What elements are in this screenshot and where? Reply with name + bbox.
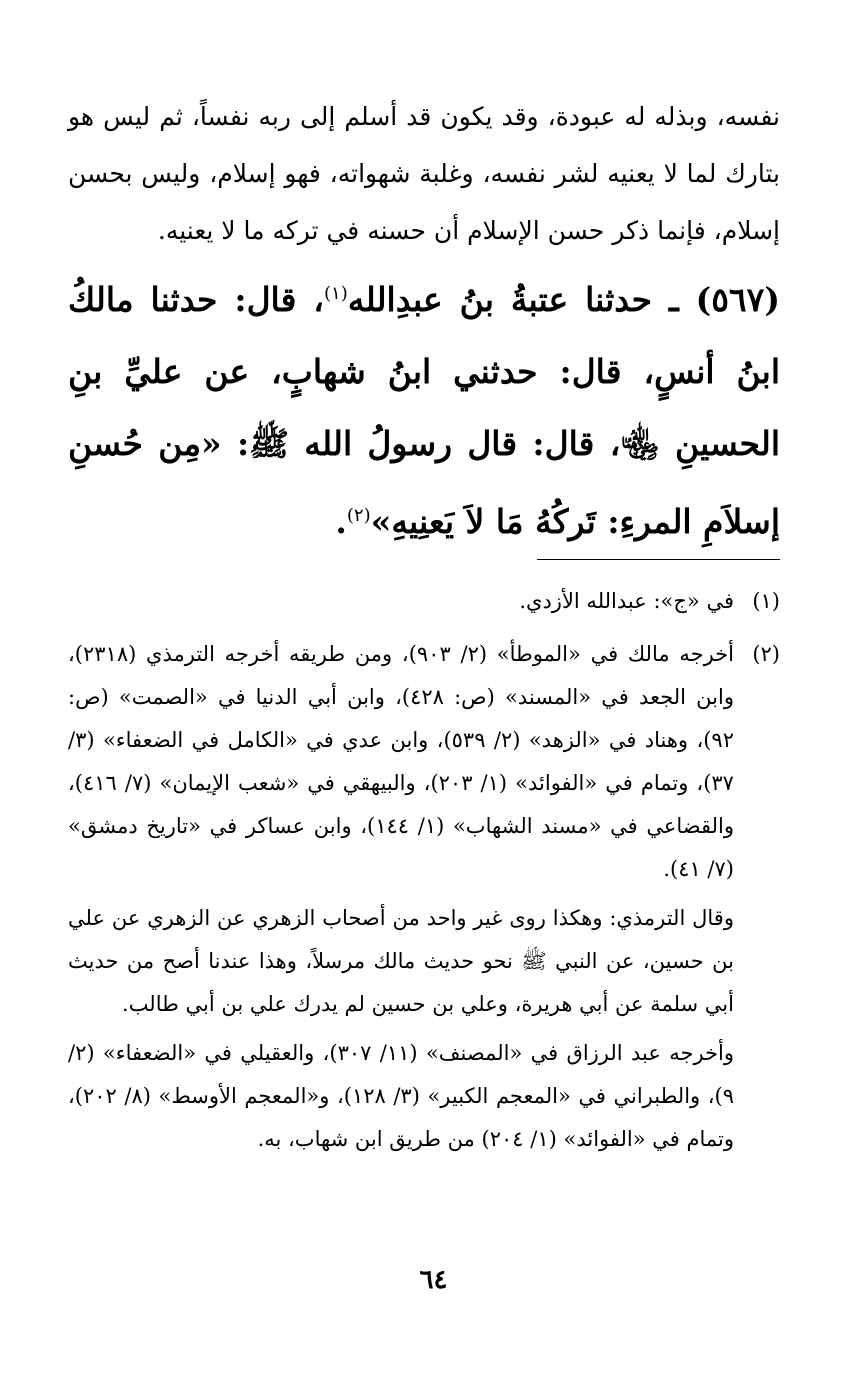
footnote-text: وقال الترمذي: وهكذا روى غير واحد من أصحاب الزهري عن الزهري عن علي بن حسين، عن النبي ﷺ نحو حديث مالك مرسلاً، وهذا عندنا أصح من حديث أبي سلمة عن أبي هريرة، وعلي بن حسين لم يدرك علي بن أبي طالب. — [68, 906, 734, 1016]
hadith-opening: حدثنا عتبةُ بنُ عبدِالله — [347, 280, 653, 319]
footnote-body — [68, 633, 734, 1161]
hadith-text: ، قال: حدثنا مالكُ ابنُ أنسٍ، قال: حدثني ابنُ شهابٍ، عن عليِّ بنِ الحسينِ ﵄، قال: قال رسولُ الله ﷺ: «مِن حُسنِ إسلاَمِ المرءِ: تَركُهُ مَا لاَ يَعنِيهِ» — [68, 280, 780, 541]
footnote-separator — [537, 559, 780, 560]
hadith-number: (٥٦٧) — [695, 280, 780, 319]
footnote-1 — [68, 580, 780, 623]
page-number: ٦٤ — [419, 1265, 448, 1295]
footnote-number: (١) — [752, 589, 780, 613]
intro-text: نفسه، وبذله له عبودة، وقد يكون قد أسلم إلى ربه نفساً، ثم ليس هو بتارك لما لا يعنيه لشر نفسه، وغلبة شهواته، فهو إسلام، وليس بحسن إسلام، فإنما ذكر حسن الإسلام أن حسنه في تركه ما لا يعنيه. — [68, 102, 780, 245]
footnote-text: أخرجه مالك في «الموطأ» (٢/ ٩٠٣)، ومن طريقه أخرجه الترمذي (٢٣١٨)، وابن الجعد في «المسند» (ص: ٤٢٨)، وابن أبي الدنيا في «الصمت» (ص: ٩٢)، وهناد في «الزهد» (٢/ ٥٣٩)، وابن عدي في «الكامل في الضعفاء» (٣/ ٣٧)، وتمام في «الفوائد» (١/ ٢٠٣)، والبيهقي في «شعب الإيمان» (٧/ ٤١٦)، والقضاعي في «مسند الشهاب» (١/ ١٤٤)، وابن عساكر في «تاريخ دمشق» (٧/ ٤١). — [68, 642, 734, 881]
footnote-text: وأخرجه عبد الرزاق في «المصنف» (١١/ ٣٠٧)، والعقيلي في «الضعفاء» (٢/ ٩)، والطبراني في «المعجم الكبير» (٣/ ١٢٨)، و«المعجم الأوسط» (٨/ ٢٠٢)، وتمام في «الفوائد» (١/ ٢٠٤) من طريق ابن شهاب، به. — [68, 1041, 735, 1151]
footnote-ref-1: (١) — [323, 283, 348, 304]
hadith-dash: ـ — [652, 280, 696, 319]
footnote-number: (٢) — [752, 642, 780, 666]
hadith-block — [68, 258, 780, 558]
footnote-2 — [68, 633, 780, 1161]
footnote-body — [68, 580, 734, 623]
footnote-text: في «ج»: عبدالله الأزدي. — [519, 589, 734, 613]
footnotes — [68, 580, 780, 1161]
intro-paragraph — [68, 88, 780, 259]
hadith-paragraph — [68, 258, 780, 558]
footnote-ref-2: (٢) — [346, 505, 371, 526]
hadith-end: . — [335, 502, 347, 541]
